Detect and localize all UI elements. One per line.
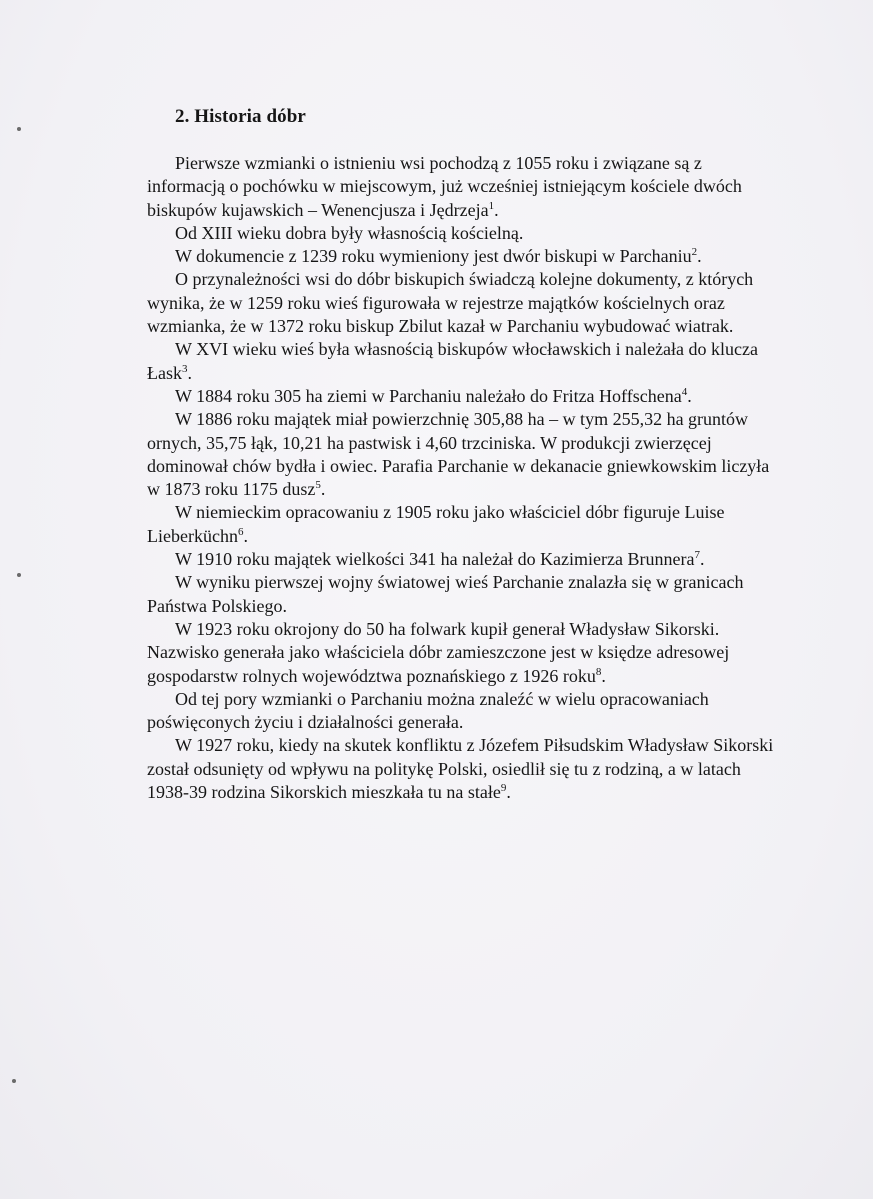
paragraph: W 1886 roku majątek miał powierzchnię 305,88 ha – w tym 255,32 ha gruntów ornych, 35,75 łąk, 10,21 ha pastwisk i 4,60 trzciniska. W produkcji zwierzęcej dominował chów bydła i owiec. Parafia Parchanie w dekanacie gniewkowskim liczyła w 1873 roku 1175 dusz$^5$. — [147, 409, 770, 500]
footnote-ref: 1 — [488, 199, 495, 212]
section-body — [147, 152, 777, 804]
punch-hole-mark — [12, 1079, 16, 1083]
paragraph: W 1927 roku, kiedy na skutek konfliktu z Józefem Piłsudskim Władysław Sikorski został odsunięty od wpływu na politykę Polski, osiedlił się tu z rodziną, a w latach 1938-39 rodzina Sikorskich mieszkała tu na stałe$^9$. — [147, 735, 774, 803]
paragraph: O przynależności wsi do dóbr biskupich świadczą kolejne dokumenty, z których wynika, że w 1259 roku wieś figurowała w rejestrze majątków kościelnych oraz wzmianka, że w 1372 roku biskup Zbilut kazał w Parchaniu wybudować wiatrak. — [147, 269, 754, 337]
paragraph: W XVI wieku wieś była własnością biskupów włocławskich i należała do klucza Łask$^3$. — [147, 339, 759, 383]
footnote-ref: 7 — [694, 549, 700, 562]
paragraph: W 1884 roku 305 ha ziemi w Parchaniu należało do Fritza Hoffschena$^4$. — [175, 385, 692, 406]
paragraph: Od XIII wieku dobra były własnością kościelną. — [175, 222, 524, 243]
paragraph: Od tej pory wzmianki o Parchaniu można znaleźć w wielu opracowaniach poświęconych życiu i działalności generała. — [147, 688, 709, 733]
footnote-ref: 4 — [681, 385, 688, 398]
punch-hole-mark — [17, 127, 21, 131]
footnote-ref: 9 — [500, 782, 507, 795]
paragraph: W dokumencie z 1239 roku wymieniony jest dwór biskupi w Parchaniu$^2$. — [175, 246, 702, 267]
paragraph: W wyniku pierwszej wojny światowej wieś Parchanie znalazła się w granicach Państwa Polskiego. — [147, 572, 744, 616]
paragraph: W 1910 roku majątek wielkości 341 ha należał do Kazimierza Brunnera$^7$. — [175, 549, 705, 570]
footnote-ref: 2 — [691, 246, 698, 259]
punch-hole-mark — [17, 573, 21, 577]
footnote-ref: 8 — [595, 665, 602, 678]
footnote-ref: 6 — [237, 525, 244, 538]
footnote-ref: 3 — [182, 362, 188, 375]
paragraph: W 1923 roku okrojony do 50 ha folwark kupił generał Władysław Sikorski. Nazwisko generała jako właściciela dóbr zamieszczone jest w księdze adresowej gospodarstw rolnych województwa poznańskiego z 1926 roku$^8$. — [147, 618, 730, 686]
paragraph: W niemieckim opracowaniu z 1905 roku jako właściciel dóbr figuruje Luise Lieberküchn$^6$. — [147, 502, 725, 546]
footnote-ref: 5 — [315, 479, 321, 492]
paragraph: Pierwsze wzmianki o istnieniu wsi pochodzą z 1055 roku i związane są z informacją o pochówku w miejscowym, już wcześniej istniejącym kościele dwóch biskupów kujawskich – Wenencjusza i Jędrzeja$^1$. — [147, 153, 742, 220]
section-heading: 2. Historia dóbr — [175, 106, 306, 127]
